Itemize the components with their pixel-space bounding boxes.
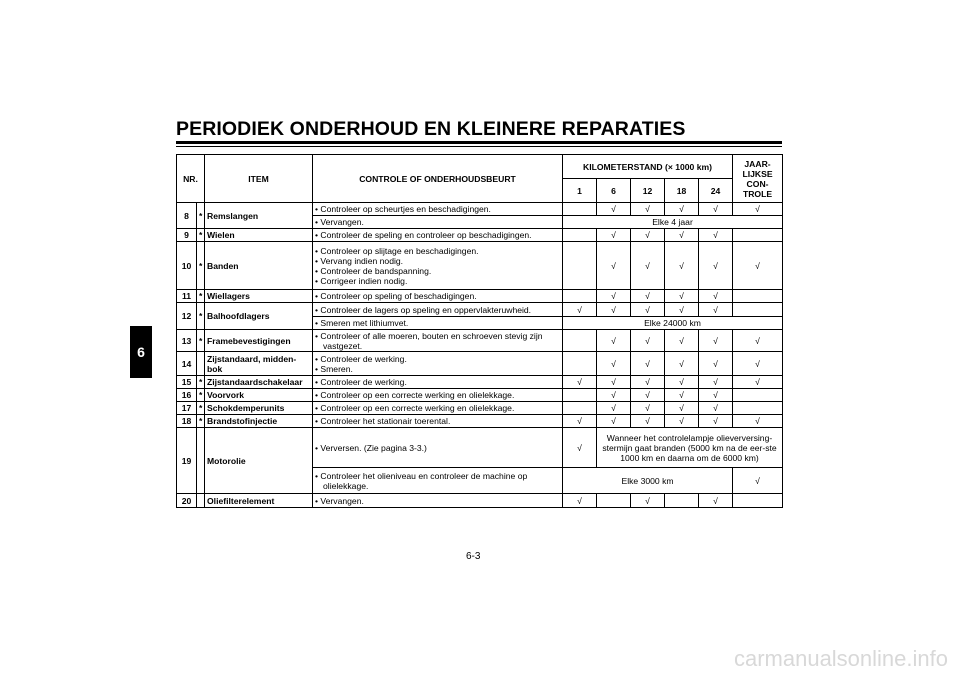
control-line: • Corrigeer indien nodig. <box>315 275 408 286</box>
row-star: * <box>197 376 205 389</box>
check-cell: √ <box>631 389 665 402</box>
check-cell <box>563 389 597 402</box>
table-row <box>177 415 783 428</box>
row-number: 11 <box>177 290 197 303</box>
row-star <box>197 352 205 376</box>
interval-cell: Elke 24000 km <box>563 317 783 330</box>
control-line: • Controleer op een correcte werking en olielekkage. <box>315 403 515 413</box>
check-cell: √ <box>597 242 631 290</box>
row-star: * <box>197 402 205 415</box>
check-cell: √ <box>665 402 699 415</box>
header-item: ITEM <box>205 155 313 203</box>
check-cell: √ <box>665 203 699 216</box>
check-cell: √ <box>665 376 699 389</box>
row-control <box>313 389 563 402</box>
interval-note: Wanneer het controlelampje olieverversing-stermijn gaat branden (5000 km na de eer-ste 1000 km en daarna om de 6000 km) <box>597 428 783 468</box>
check-cell: √ <box>665 290 699 303</box>
check-cell <box>733 389 783 402</box>
row-number: 16 <box>177 389 197 402</box>
row-number: 12 <box>177 303 197 330</box>
table-row <box>177 242 783 290</box>
check-cell: √ <box>699 242 733 290</box>
row-number: 9 <box>177 229 197 242</box>
control-line: • Controleer op een correcte werking en olielekkage. <box>315 390 515 400</box>
check-cell: √ <box>665 415 699 428</box>
table-row <box>177 229 783 242</box>
check-cell: √ <box>631 494 665 508</box>
check-cell <box>563 203 597 216</box>
check-cell: √ <box>699 330 733 352</box>
control-line: • Controleer op speling of beschadigingen. <box>315 291 477 301</box>
table-row <box>177 494 783 508</box>
check-cell: √ <box>563 428 597 468</box>
header-km-12: 12 <box>631 179 665 203</box>
row-item: Framebevestigingen <box>205 330 313 352</box>
check-cell <box>563 290 597 303</box>
check-cell: √ <box>631 352 665 376</box>
check-cell: √ <box>631 376 665 389</box>
row-number: 13 <box>177 330 197 352</box>
check-cell <box>563 402 597 415</box>
row-control <box>313 428 563 468</box>
check-cell <box>597 494 631 508</box>
check-cell: √ <box>631 402 665 415</box>
row-star: * <box>197 389 205 402</box>
table-row <box>177 402 783 415</box>
row-control <box>313 303 563 317</box>
check-cell: √ <box>665 330 699 352</box>
row-item: Brandstofinjectie <box>205 415 313 428</box>
check-cell: √ <box>699 402 733 415</box>
check-cell: √ <box>665 303 699 317</box>
header-control: CONTROLE OF ONDERHOUDSBEURT <box>313 155 563 203</box>
check-cell <box>733 494 783 508</box>
check-cell: √ <box>665 389 699 402</box>
row-number: 10 <box>177 242 197 290</box>
table-row <box>177 376 783 389</box>
check-cell: √ <box>699 389 733 402</box>
check-cell: √ <box>563 376 597 389</box>
title-rule-thin <box>176 146 782 147</box>
control-line: • Vervang indien nodig. <box>315 255 404 266</box>
control-line: • Smeren met lithiumvet. <box>315 318 409 328</box>
row-control <box>313 317 563 330</box>
check-cell: √ <box>665 242 699 290</box>
check-cell: √ <box>733 376 783 389</box>
table-body <box>177 203 783 508</box>
check-cell <box>733 303 783 317</box>
row-control <box>313 242 563 290</box>
check-cell: √ <box>699 352 733 376</box>
check-cell: √ <box>631 303 665 317</box>
page-title: PERIODIEK ONDERHOUD EN KLEINERE REPARATIES <box>176 118 686 140</box>
check-cell: √ <box>563 303 597 317</box>
row-number: 19 <box>177 428 197 494</box>
control-line: • Vervangen. <box>315 495 364 506</box>
control-line: • Controleer het olieniveau en controleer de machine op <box>315 470 528 481</box>
check-cell: √ <box>597 229 631 242</box>
check-cell: √ <box>699 494 733 508</box>
table-row <box>177 303 783 317</box>
check-cell: √ <box>699 229 733 242</box>
check-cell <box>563 352 597 376</box>
row-star: * <box>197 330 205 352</box>
check-cell: √ <box>699 203 733 216</box>
header-km: KILOMETERSTAND (× 1000 km) <box>563 155 733 179</box>
table-row <box>177 203 783 216</box>
control-line: • Controleer op slijtage en beschadigingen. <box>315 245 479 256</box>
check-cell: √ <box>597 389 631 402</box>
check-cell: √ <box>733 352 783 376</box>
row-control <box>313 494 563 508</box>
row-control <box>313 203 563 216</box>
chapter-tab: 6 <box>130 326 152 378</box>
check-cell: √ <box>631 290 665 303</box>
row-star: * <box>197 242 205 290</box>
check-cell: √ <box>665 352 699 376</box>
maintenance-table <box>176 154 783 508</box>
check-cell: √ <box>597 415 631 428</box>
row-item: Zijstandaardschakelaar <box>205 376 313 389</box>
check-cell: √ <box>733 415 783 428</box>
check-cell: √ <box>563 415 597 428</box>
watermark: carmanualsonline.info <box>733 646 948 671</box>
row-item: Oliefilterelement <box>205 494 313 508</box>
row-control <box>313 376 563 389</box>
row-control <box>313 352 563 376</box>
row-star: * <box>197 203 205 229</box>
check-cell <box>733 402 783 415</box>
row-control <box>313 290 563 303</box>
check-cell <box>665 494 699 508</box>
check-cell: √ <box>733 468 783 494</box>
check-cell: √ <box>733 242 783 290</box>
row-item: Wielen <box>205 229 313 242</box>
control-line: • Controleer of alle moeren, bouten en schroeven stevig zijn <box>315 330 543 341</box>
row-item: Zijstandaard, midden-bok <box>205 352 313 376</box>
row-control <box>313 216 563 229</box>
check-cell: √ <box>699 415 733 428</box>
header-km-24: 24 <box>699 179 733 203</box>
header-yearly: JAAR-LIJKSE CON-TROLE <box>733 155 783 203</box>
check-cell: √ <box>733 330 783 352</box>
control-line: • Controleer de werking. <box>315 377 407 387</box>
row-item: Banden <box>205 242 313 290</box>
row-control <box>313 415 563 428</box>
control-line: • Verversen. (Zie pagina 3-3.) <box>315 442 427 453</box>
header-km-1: 1 <box>563 179 597 203</box>
row-star: * <box>197 303 205 330</box>
check-cell <box>563 242 597 290</box>
row-star <box>197 494 205 508</box>
check-cell: √ <box>699 376 733 389</box>
row-number: 18 <box>177 415 197 428</box>
check-cell <box>563 229 597 242</box>
check-cell <box>733 290 783 303</box>
check-cell: √ <box>563 494 597 508</box>
row-number: 8 <box>177 203 197 229</box>
row-star: * <box>197 229 205 242</box>
control-line: • Controleer op scheurtjes en beschadigingen. <box>315 204 491 214</box>
row-control <box>313 330 563 352</box>
check-cell <box>563 330 597 352</box>
title-rule-thick <box>176 141 782 144</box>
control-line: • Controleer de lagers op speling en oppervlakteruwheid. <box>315 304 532 315</box>
control-line: • Vervangen. <box>315 217 364 227</box>
row-star <box>197 428 205 494</box>
row-star: * <box>197 415 205 428</box>
check-cell: √ <box>733 203 783 216</box>
row-item: Balhoofdlagers <box>205 303 313 330</box>
check-cell: √ <box>597 330 631 352</box>
row-control <box>313 468 563 494</box>
check-cell: √ <box>631 415 665 428</box>
row-item: Schokdemperunits <box>205 402 313 415</box>
row-item: Wiellagers <box>205 290 313 303</box>
control-line: • Smeren. <box>315 363 353 374</box>
check-cell <box>733 229 783 242</box>
check-cell: √ <box>631 203 665 216</box>
check-cell: √ <box>631 229 665 242</box>
control-line: • Controleer de werking. <box>315 353 407 364</box>
header-km-6: 6 <box>597 179 631 203</box>
table-row <box>177 352 783 376</box>
row-star: * <box>197 290 205 303</box>
control-line: • Controleer het stationair toerental. <box>315 416 451 426</box>
row-number: 17 <box>177 402 197 415</box>
check-cell: √ <box>631 330 665 352</box>
row-number: 20 <box>177 494 197 508</box>
row-item: Motorolie <box>205 428 313 494</box>
check-cell: √ <box>597 203 631 216</box>
row-item: Remslangen <box>205 203 313 229</box>
check-cell: √ <box>665 229 699 242</box>
row-item: Voorvork <box>205 389 313 402</box>
row-control <box>313 402 563 415</box>
header-nr: NR. <box>177 155 205 203</box>
check-cell: √ <box>597 402 631 415</box>
page-number: 6-3 <box>466 551 481 562</box>
table-row <box>177 290 783 303</box>
check-cell: √ <box>597 352 631 376</box>
check-cell: √ <box>597 376 631 389</box>
row-control <box>313 229 563 242</box>
row-number: 14 <box>177 352 197 376</box>
check-cell: √ <box>699 303 733 317</box>
control-line: • Controleer de speling en controleer op beschadigingen. <box>315 230 532 240</box>
control-line: vastgezet. <box>323 340 363 351</box>
table-row <box>177 428 783 468</box>
check-cell: √ <box>597 290 631 303</box>
table-row <box>177 330 783 352</box>
control-line: • Controleer de bandspanning. <box>315 265 432 276</box>
row-number: 15 <box>177 376 197 389</box>
check-cell: √ <box>699 290 733 303</box>
table-row <box>177 389 783 402</box>
control-line: olielekkage. <box>323 480 369 491</box>
interval-cell: Elke 4 jaar <box>563 216 783 229</box>
interval-cell: Elke 3000 km <box>563 468 733 494</box>
check-cell: √ <box>631 242 665 290</box>
check-cell: √ <box>597 303 631 317</box>
header-km-18: 18 <box>665 179 699 203</box>
